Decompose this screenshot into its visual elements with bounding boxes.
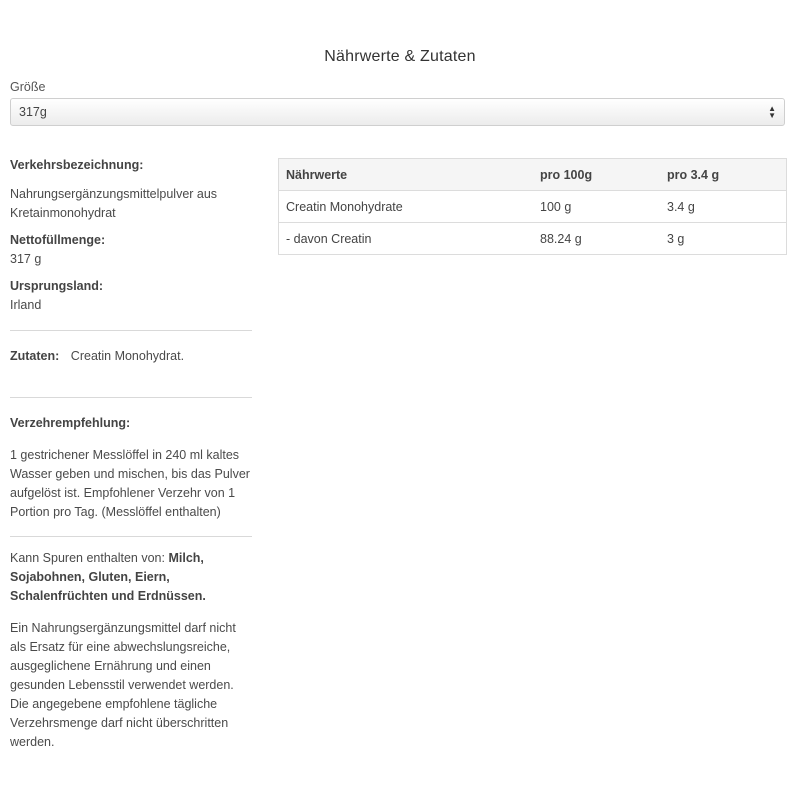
size-select[interactable] bbox=[10, 98, 785, 126]
table-cell: Creatin Monohydrate bbox=[279, 191, 534, 223]
table-row bbox=[279, 191, 787, 223]
table-header: pro 3.4 g bbox=[660, 159, 787, 191]
origin-label: Ursprungsland: bbox=[10, 279, 104, 293]
net-quantity-label: Nettofüllmenge: bbox=[10, 233, 106, 247]
page-title: Nährwerte & Zutaten bbox=[324, 48, 476, 65]
nutrition-table bbox=[278, 158, 787, 255]
ingredients-row bbox=[10, 347, 252, 366]
usage-value: 1 gestrichener Messlöffel in 240 ml kaltes Wasser geben und mischen, bis das Pulver aufgelöst ist. Empfohlener Verzehr von 1 Portion pro Tag. (Messlöffel enthalten) bbox=[10, 448, 250, 519]
updown-chevron-icon: ▲ ▼ bbox=[768, 104, 776, 120]
origin-value: Irland bbox=[10, 298, 42, 312]
table-cell: 100 g bbox=[533, 191, 660, 223]
designation-label: Verkehrsbezeichnung: bbox=[10, 158, 144, 172]
allergen-note bbox=[10, 549, 252, 606]
table-header: pro 100g bbox=[533, 159, 660, 191]
allergen-intro: Kann Spuren enthalten von: bbox=[10, 551, 165, 565]
divider bbox=[10, 330, 252, 331]
size-select-value: 317g bbox=[19, 105, 47, 119]
disclaimer-text: Ein Nahrungsergänzungsmittel darf nicht als Ersatz für eine abwechslungsreiche, ausgeglichene Ernährung und einen gesunden Lebensstil verwendet werden. Die angegebene empfohlene tägliche Verzehrsmenge darf nicht überschritten werden. bbox=[10, 621, 236, 749]
ingredients-value: Creatin Monohydrat. bbox=[70, 349, 185, 363]
table-cell: 3 g bbox=[660, 223, 787, 255]
net-quantity-value: 317 g bbox=[10, 252, 42, 266]
table-cell: - davon Creatin bbox=[279, 223, 534, 255]
table-header-row bbox=[279, 159, 787, 191]
designation-value: Nahrungsergänzungsmittelpulver aus Kretainmonohydrat bbox=[10, 187, 218, 220]
divider bbox=[10, 536, 252, 537]
product-info bbox=[10, 156, 252, 752]
table-row bbox=[279, 223, 787, 255]
size-label: Größe bbox=[10, 80, 46, 94]
table-cell: 3.4 g bbox=[660, 191, 787, 223]
ingredients-label: Zutaten: bbox=[10, 349, 60, 363]
allergen-list: Milch, Sojabohnen, Gluten, Eiern, Schalenfrüchten und Erdnüssen. bbox=[10, 551, 206, 603]
usage-label: Verzehrempfehlung: bbox=[10, 416, 131, 430]
table-header: Nährwerte bbox=[279, 159, 534, 191]
divider bbox=[10, 397, 252, 398]
table-cell: 88.24 g bbox=[533, 223, 660, 255]
